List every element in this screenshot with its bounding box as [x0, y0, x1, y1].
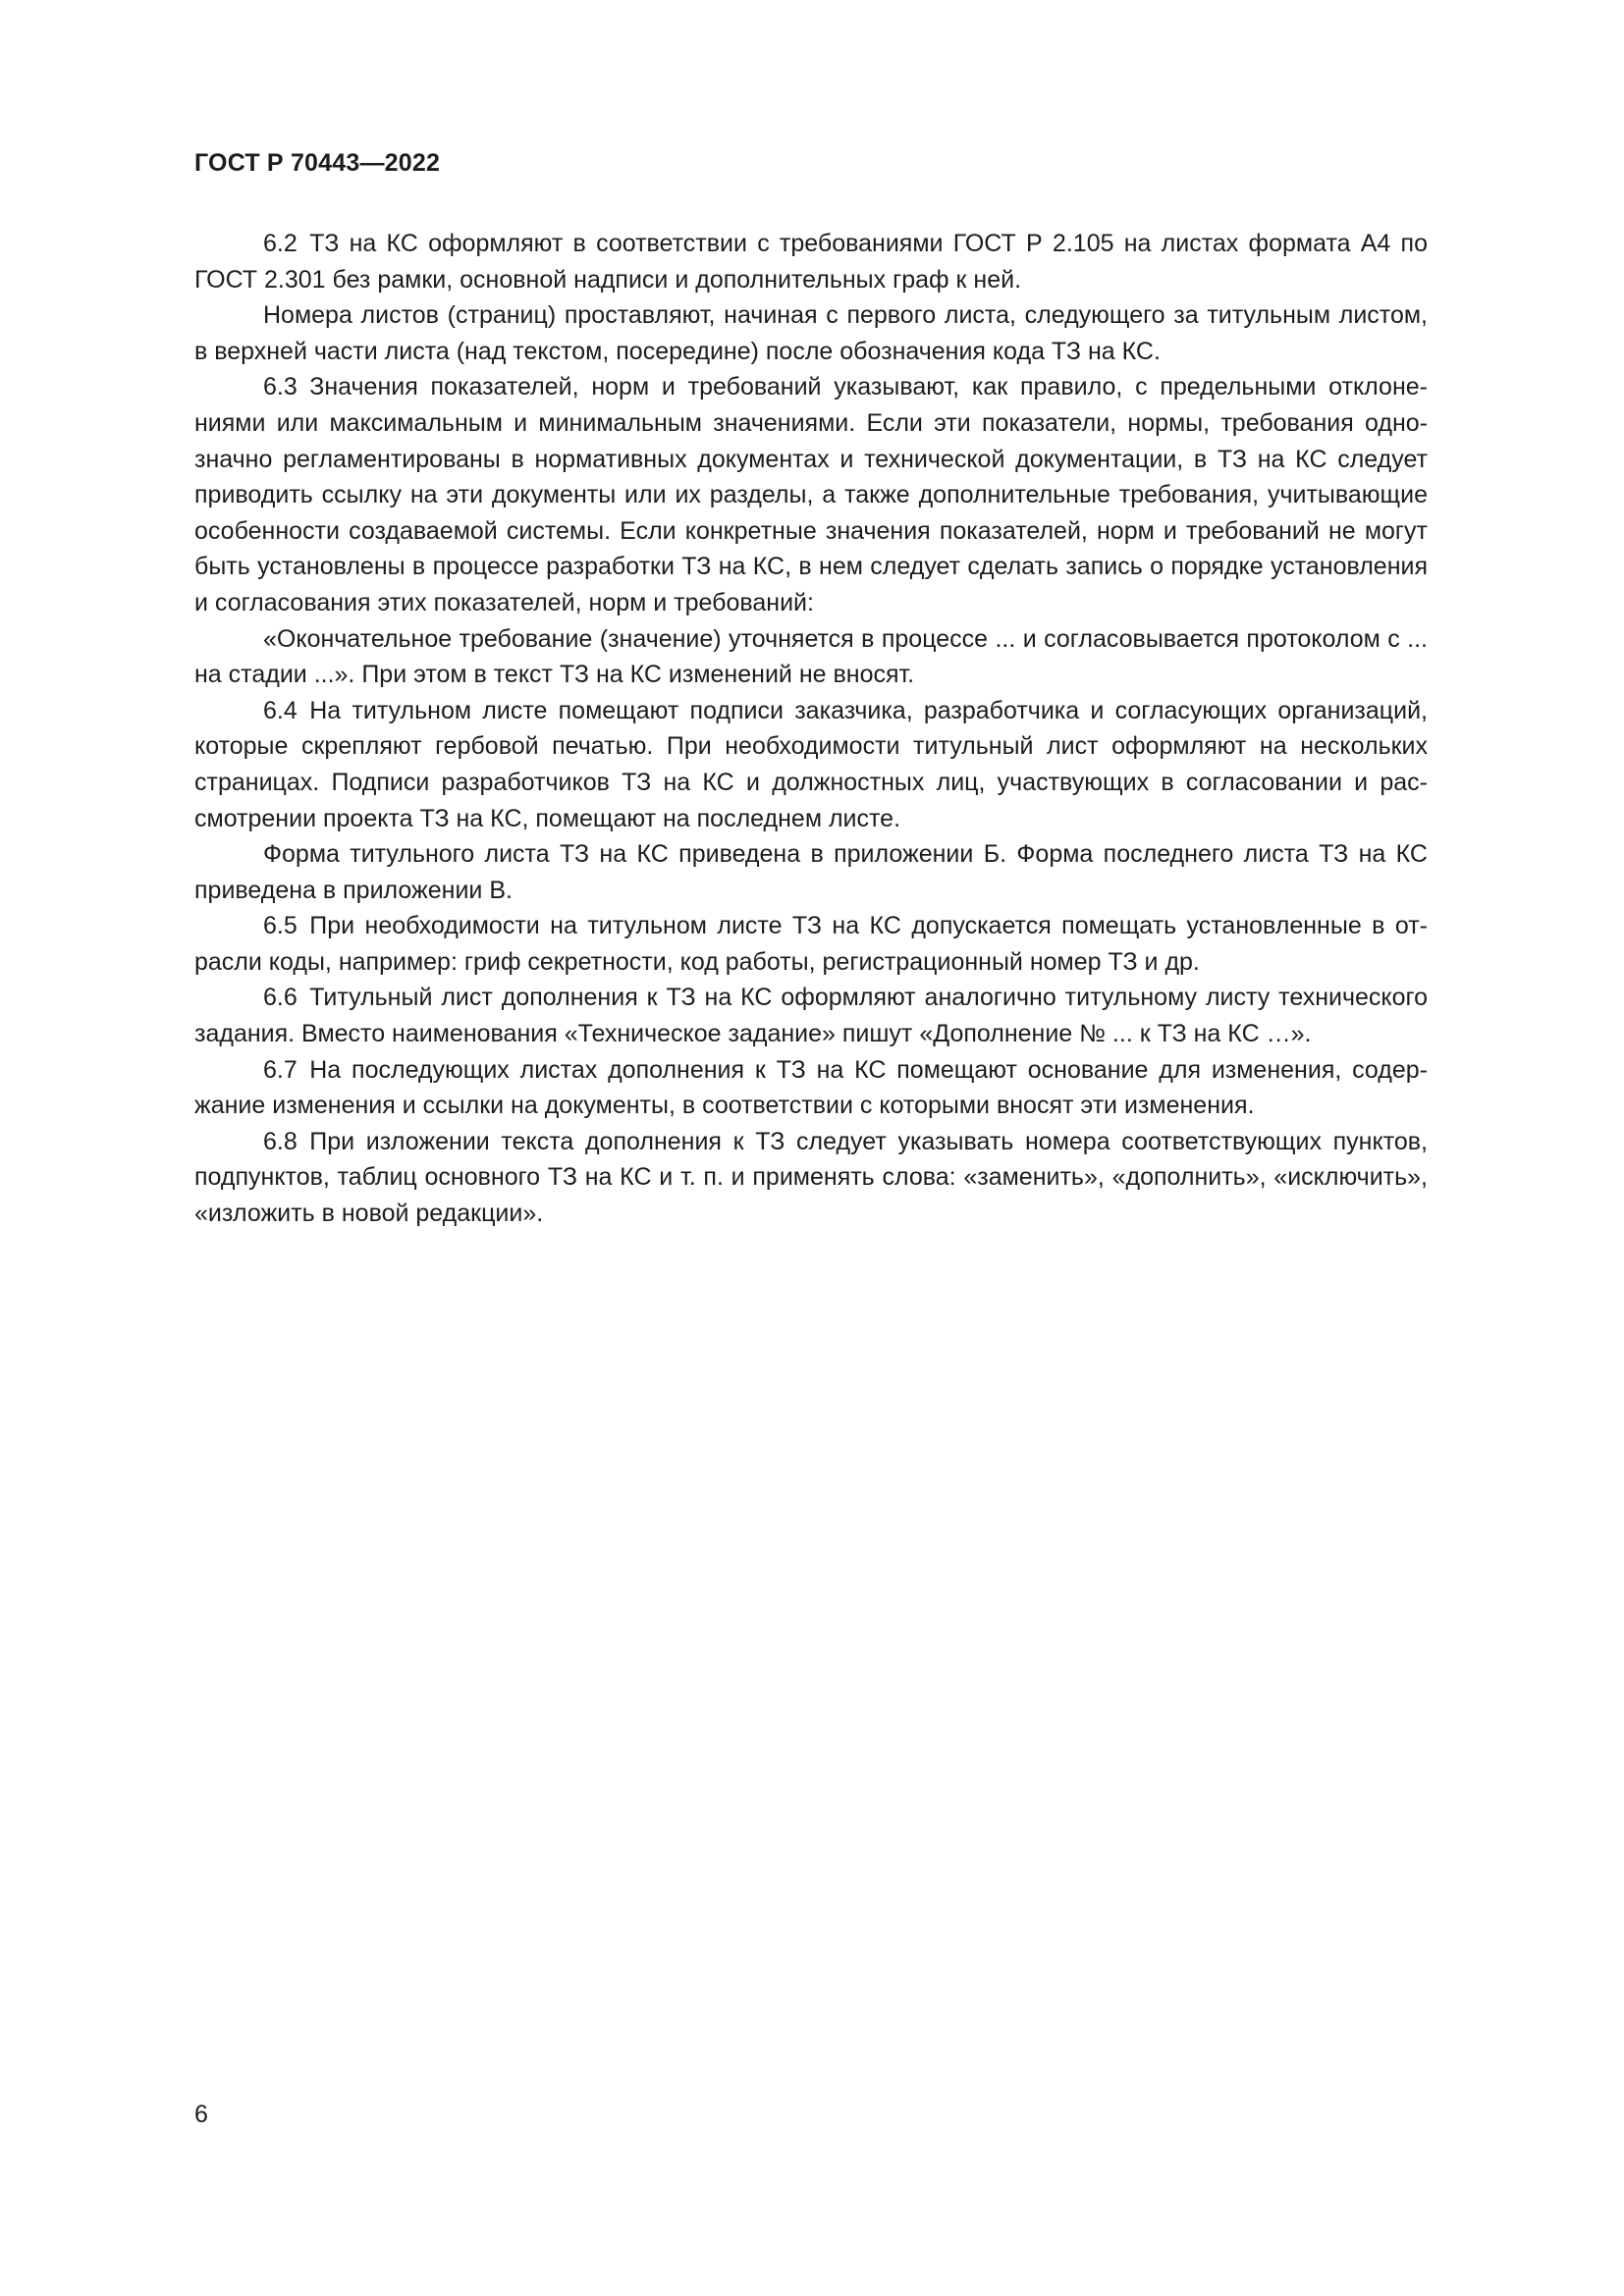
paragraph-page-numbering: Номера листов (страниц) проставляют, начиная с первого листа, следующего за титульным листом, в верхней части листа (над текстом, посередине) после обозначения кода ТЗ на КС. [194, 301, 1428, 365]
paragraph-title-form: Форма титульного листа ТЗ на КС приведена в приложении Б. Форма последнего листа ТЗ на КС приведена в приложении В. [194, 840, 1428, 904]
document-code-header: ГОСТ Р 70443—2022 [194, 149, 441, 177]
paragraph-6-2: 6.2 ТЗ на КС оформляют в соответствии с требованиями ГОСТ Р 2.105 на листах формата А4 по ГОСТ 2.301 без рамки, основной надписи и дополнительных граф к ней. [194, 230, 1428, 294]
paragraph-6-7: 6.7 На последующих листах дополнения к ТЗ на КС помещают основание для изменения, содержание изменения и ссылки на документы, в соответствии с которыми вносят эти изменения. [194, 1055, 1428, 1120]
document-body [194, 226, 1428, 1232]
paragraph-6-5: 6.5 При необходимости на титульном листе ТЗ на КС допускается помещать установленные в отрасли коды, например: гриф секретности, код работы, регистрационный номер ТЗ и др. [194, 912, 1428, 976]
paragraph-6-6: 6.6 Титульный лист дополнения к ТЗ на КС оформляют аналогично титульному листу технического задания. Вместо наименования «Техническое задание» пишут «Дополнение № ... к ТЗ на КС …». [194, 984, 1428, 1048]
paragraph-6-3: 6.3 Значения показателей, норм и требований указывают, как правило, с предельными отклонениями или максимальным и минимальным значениями. Если эти показатели, нормы, требования однозначно регламентированы в нормативных документах и технической документации, в ТЗ на КС следует приводить ссылку на эти документы или их разделы, а также дополнительные требования, учитывающие особенности создаваемой системы. Если конкретные значения показателей, норм и требований не могут быть установлены в процессе разработки ТЗ на КС, в нем следует сделать запись о порядке установления и согласования этих показателей, норм и требований: [194, 373, 1428, 616]
page-number: 6 [194, 2101, 208, 2128]
paragraph-6-8: 6.8 При изложении текста дополнения к ТЗ следует указывать номера соответствующих пунктов, подпунктов, таблиц основного ТЗ на КС и т. п. и применять слова: «заменить», «дополнить», «исключить», «изложить в новой редакции». [194, 1127, 1428, 1228]
paragraph-quoted-requirement: «Окончательное требование (значение) уточняется в процессе ... и согласовывается протоколом с ... на стадии ...». При этом в текст ТЗ на КС изменений не вносят. [194, 624, 1428, 689]
paragraph-6-4: 6.4 На титульном листе помещают подписи заказчика, разработчика и согласующих организаций, которые скрепляют гербовой печатью. При необходимости титульный лист оформляют на нескольких страницах. Подписи разработчиков ТЗ на КС и должностных лиц, участвующих в согласовании и рассмотрении проекта ТЗ на КС, помещают на последнем листе. [194, 696, 1428, 832]
